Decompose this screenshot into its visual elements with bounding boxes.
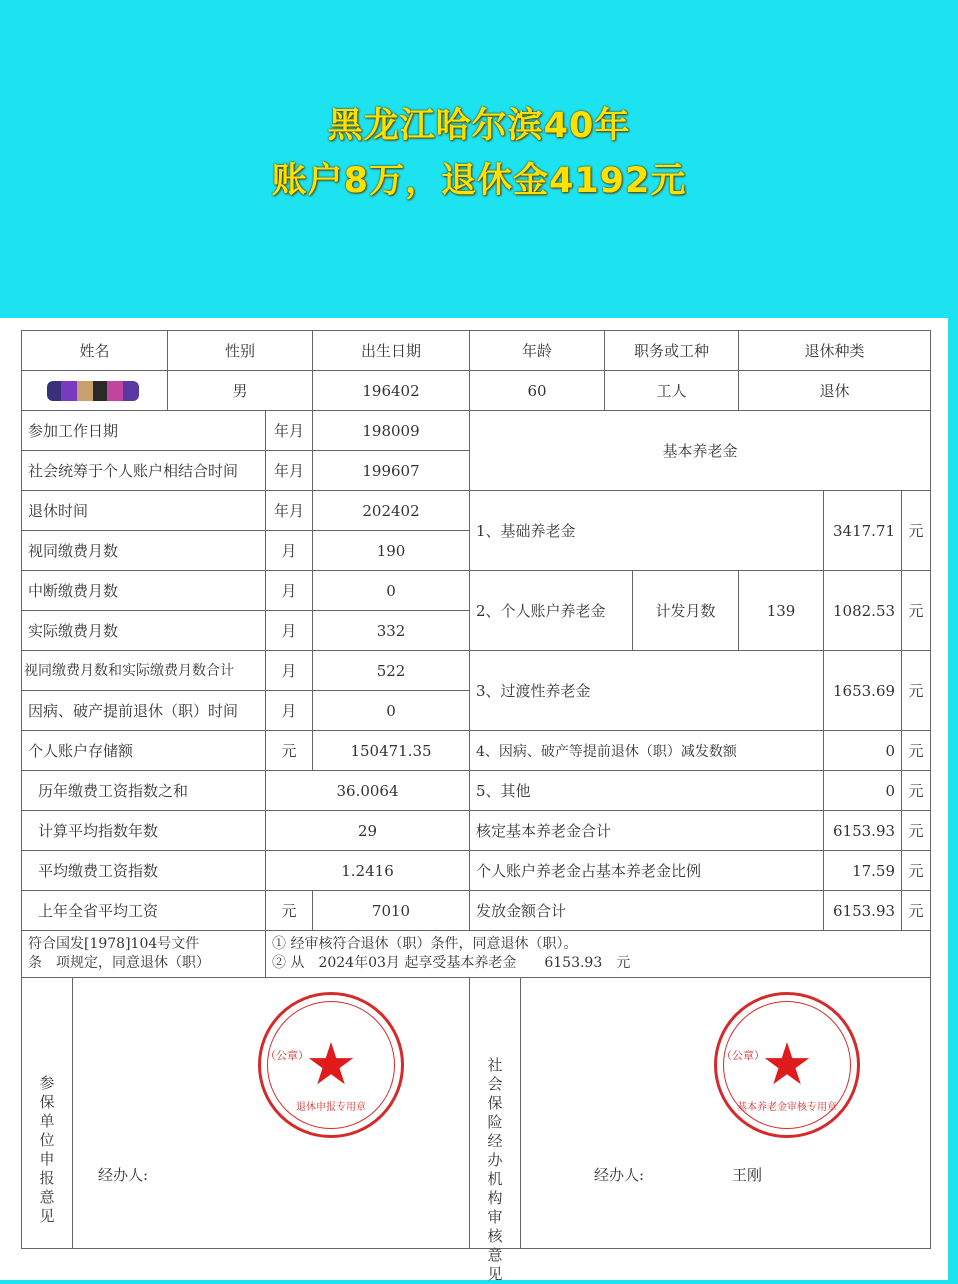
avg-wage-label: 上年全省平均工资 (22, 891, 266, 931)
avg-index-years-value: 29 (266, 811, 470, 851)
other-value: 0 (824, 771, 902, 811)
name-redacted (22, 371, 168, 411)
person-birth: 196402 (313, 371, 470, 411)
avg-wage-unit: 元 (266, 891, 313, 931)
agency-seal (714, 992, 860, 1138)
account-balance-unit: 元 (266, 731, 313, 771)
approval-notes (266, 931, 931, 978)
reduction-unit: 元 (902, 731, 931, 771)
reduction-value: 0 (824, 731, 902, 771)
pension-title: 基本养老金 (470, 411, 931, 491)
actual-months-unit: 月 (266, 611, 313, 651)
total-pension-label: 核定基本养老金合计 (470, 811, 824, 851)
transition-pension-unit: 元 (902, 651, 931, 731)
account-balance-value: 150471.35 (313, 731, 470, 771)
retire-time-label: 退休时间 (22, 491, 266, 531)
avg-index-years-label: 计算平均指数年数 (22, 811, 266, 851)
pooling-value: 199607 (313, 451, 470, 491)
pooling-unit: 年月 (266, 451, 313, 491)
avg-wage-value: 7010 (313, 891, 470, 931)
pension-table (21, 330, 931, 1283)
deemed-months-value: 190 (313, 531, 470, 571)
mosaic-blur (47, 377, 143, 405)
total-months-unit: 月 (266, 651, 313, 691)
employer-opinion-label: 参保单位申报意见 (39, 1074, 55, 1225)
account-pension-unit: 元 (902, 571, 931, 651)
person-age: 60 (470, 371, 605, 411)
account-pension-label: 2、个人账户养老金 (470, 571, 633, 651)
total-pension-value: 6153.93 (824, 811, 902, 851)
index-sum-value: 36.0064 (266, 771, 470, 811)
approval-note2: ② 从 2024年03月 起享受基本养老金 6153.93 元 (272, 955, 631, 971)
other-unit: 元 (902, 771, 931, 811)
person-gender: 男 (168, 371, 313, 411)
actual-months-value: 332 (313, 611, 470, 651)
payout-value: 6153.93 (824, 891, 902, 931)
headline-line1: 黑龙江哈尔滨40年 (327, 106, 631, 146)
retire-time-value: 202402 (313, 491, 470, 531)
work-start-unit: 年月 (266, 411, 313, 451)
agency-label-cell (470, 978, 521, 1283)
header-retire-type: 退休种类 (739, 331, 931, 371)
approval-basis-line2: 条 项规定，同意退休（职） (28, 955, 210, 971)
work-start-label: 参加工作日期 (22, 411, 266, 451)
total-pension-unit: 元 (902, 811, 931, 851)
months-value: 139 (739, 571, 824, 651)
person-job: 工人 (605, 371, 739, 411)
banner (0, 0, 958, 318)
approval-basis (22, 931, 266, 978)
months-label: 计发月数 (633, 571, 739, 651)
early-retire-value: 0 (313, 691, 470, 731)
header-birth: 出生日期 (313, 331, 470, 371)
deemed-months-unit: 月 (266, 531, 313, 571)
employer-opinion-area (22, 978, 470, 1249)
employer-handler-label: 经办人: (98, 1166, 149, 1184)
seal-mark: （公章） (265, 1049, 309, 1062)
break-months-unit: 月 (266, 571, 313, 611)
basic-pension-label: 1、基础养老金 (470, 491, 824, 571)
early-retire-unit: 月 (266, 691, 313, 731)
approval-basis-line1: 符合国发[1978]104号文件 (28, 936, 200, 952)
ratio-label: 个人账户养老金占基本养老金比例 (470, 851, 824, 891)
retire-time-unit: 年月 (266, 491, 313, 531)
seal-mark: （公章） (721, 1049, 766, 1062)
work-start-value: 198009 (313, 411, 470, 451)
transition-pension-value: 1653.69 (824, 651, 902, 731)
header-job: 职务或工种 (605, 331, 739, 371)
account-balance-label: 个人账户存储额 (22, 731, 266, 771)
avg-index-value: 1.2416 (266, 851, 470, 891)
agency-handler-name: 王刚 (732, 1166, 763, 1184)
actual-months-label: 实际缴费月数 (22, 611, 266, 651)
early-retire-label: 因病、破产提前退休（职）时间 (22, 691, 266, 731)
person-retire-type: 退休 (739, 371, 931, 411)
pooling-label: 社会统筹于个人账户相结合时间 (22, 451, 266, 491)
seal-bottom-text: 退休申报专用章 (296, 1102, 366, 1113)
employer-seal (258, 992, 404, 1138)
headline-line2: 账户8万，退休金4192元 (271, 161, 687, 201)
header-gender: 性别 (168, 331, 313, 371)
avg-index-label: 平均缴费工资指数 (22, 851, 266, 891)
approval-note1: ① 经审核符合退休（职）条件，同意退休（职）。 (272, 936, 578, 952)
ratio-unit: 元 (902, 851, 931, 891)
agency-opinion-label: 社会保险经办机构审核意见 (487, 1056, 503, 1283)
break-months-label: 中断缴费月数 (22, 571, 266, 611)
basic-pension-unit: 元 (902, 491, 931, 571)
header-name: 姓名 (22, 331, 168, 371)
pension-approval-form (0, 318, 948, 1283)
right-edge (948, 318, 958, 1280)
agency-handler-label: 经办人: (594, 1166, 645, 1184)
other-label: 5、其他 (470, 771, 824, 811)
payout-label: 发放金额合计 (470, 891, 824, 931)
payout-unit: 元 (902, 891, 931, 931)
total-months-label: 视同缴费月数和实际缴费月数合计 (22, 651, 266, 691)
reduction-label: 4、因病、破产等提前退休（职）减发数额 (470, 731, 824, 771)
ratio-value: 17.59 (824, 851, 902, 891)
break-months-value: 0 (313, 571, 470, 611)
total-months-value: 522 (313, 651, 470, 691)
transition-pension-label: 3、过渡性养老金 (470, 651, 824, 731)
header-age: 年龄 (470, 331, 605, 371)
deemed-months-label: 视同缴费月数 (22, 531, 266, 571)
seal-star-icon: ★ (305, 1030, 357, 1098)
agency-opinion-area (470, 978, 931, 1283)
basic-pension-value: 3417.71 (824, 491, 902, 571)
seal-bottom-text: 基本养老金审核专用章 (737, 1102, 838, 1113)
seal-star-icon: ★ (761, 1030, 814, 1098)
index-sum-label: 历年缴费工资指数之和 (22, 771, 266, 811)
account-pension-value: 1082.53 (824, 571, 902, 651)
employer-label-cell (22, 978, 73, 1248)
